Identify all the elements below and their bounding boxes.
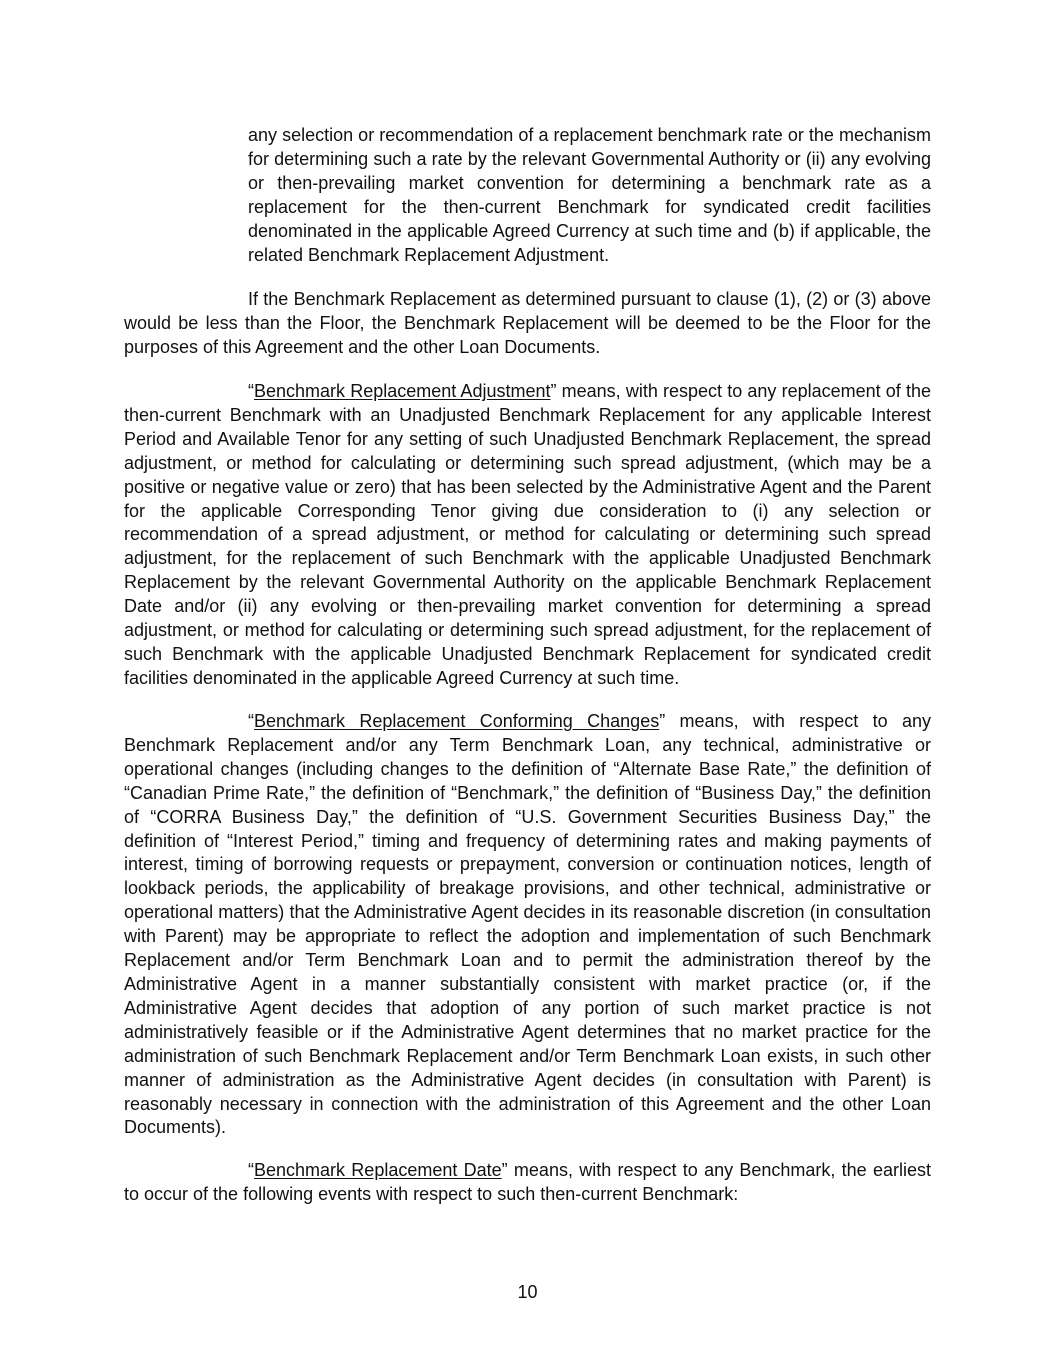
definition-body: means, with respect to any Benchmark, the earliest to occur of the following events with respect to such then-current Benchmark: [124, 1160, 931, 1204]
benchmark-replacement-adjustment-definition [124, 380, 931, 691]
definition-body: means, with respect to any replacement of the then-current Benchmark with an Unadjusted Benchmark Replacement for any applicable Interest Period and Available Tenor for any setting of such Unadjusted Benchmark Replacement, the spread adjustment, or method for calculating or determining such spread adjustment, (which may be a positive or negative value or zero) that has been selected by the Administrative Agent and the Parent for the applicable Corresponding Tenor giving due consideration to (i) any selection or recommendation of a spread adjustment, or method for calculating or determining such spread adjustment, for the replacement of such Benchmark with the applicable Unadjusted Benchmark Replacement by the relevant Governmental Authority on the applicable Benchmark Replacement Date and/or (ii) any evolving or then-prevailing market convention for determining a spread adjustment, or method for calculating or determining such spread adjustment, for the replacement of such Benchmark with the applicable Unadjusted Benchmark Replacement for syndicated credit facilities denominated in the applicable Agreed Currency at such time. [124, 381, 931, 688]
defined-term: Benchmark Replacement Date [254, 1160, 502, 1180]
benchmark-replacement-date-definition [124, 1159, 931, 1207]
benchmark-replacement-conforming-changes-definition [124, 710, 931, 1140]
floor-clause-paragraph: If the Benchmark Replacement as determined pursuant to clause (1), (2) or (3) above would be less than the Floor, the Benchmark Replacement will be deemed to be the Floor for the purposes of this Agreement and the other Loan Documents. [124, 289, 931, 357]
page-number: 10 [517, 1282, 538, 1302]
close-quote: ” [550, 381, 557, 401]
defined-term: Benchmark Replacement Conforming Changes [254, 711, 660, 731]
close-quote: ” [501, 1160, 508, 1180]
continuation-paragraph: any selection or recommendation of a replacement benchmark rate or the mechanism for determining such a rate by the relevant Governmental Authority or (ii) any evolving or then-prevailing market convention for determining a benchmark rate as a replacement for the then-current Benchmark for syndicated credit facilities denominated in the applicable Agreed Currency at such time and (b) if applicable, the related Benchmark Replacement Adjustment. [248, 125, 931, 265]
open-quote: “ [248, 711, 254, 731]
open-quote: “ [248, 1160, 254, 1180]
definition-body: means, with respect to any Benchmark Replacement and/or any Term Benchmark Loan, any technical, administrative or operational changes (including changes to the definition of “Alternate Base Rate,” the definition of “Canadian Prime Rate,” the definition of “Benchmark,” the definition of “Business Day,” the definition of “CORRA Business Day,” the definition of “U.S. Government Securities Business Day,” the definition of “Interest Period,” timing and frequency of determining rates and making payments of interest, timing of borrowing requests or prepayment, conversion or continuation notices, length of lookback periods, the applicability of breakage provisions, and other technical, administrative or operational matters) that the Administrative Agent decides in its reasonable discretion (in consultation with Parent) may be appropriate to reflect the adoption and implementation of such Benchmark Replacement and/or Term Benchmark Loan and to permit the administration thereof by the Administrative Agent in a manner substantially consistent with market practice (or, if the Administrative Agent decides that adoption of any portion of such market practice is not administratively feasible or if the Administrative Agent determines that no market practice for the administration of such Benchmark Replacement and/or Term Benchmark Loan exists, in such other manner of administration as the Administrative Agent decides (in consultation with Parent) is reasonably necessary in connection with the administration of this Agreement and the other Loan Documents). [124, 711, 931, 1138]
open-quote: “ [248, 381, 254, 401]
defined-term: Benchmark Replacement Adjustment [254, 381, 551, 401]
close-quote: ” [659, 711, 666, 731]
